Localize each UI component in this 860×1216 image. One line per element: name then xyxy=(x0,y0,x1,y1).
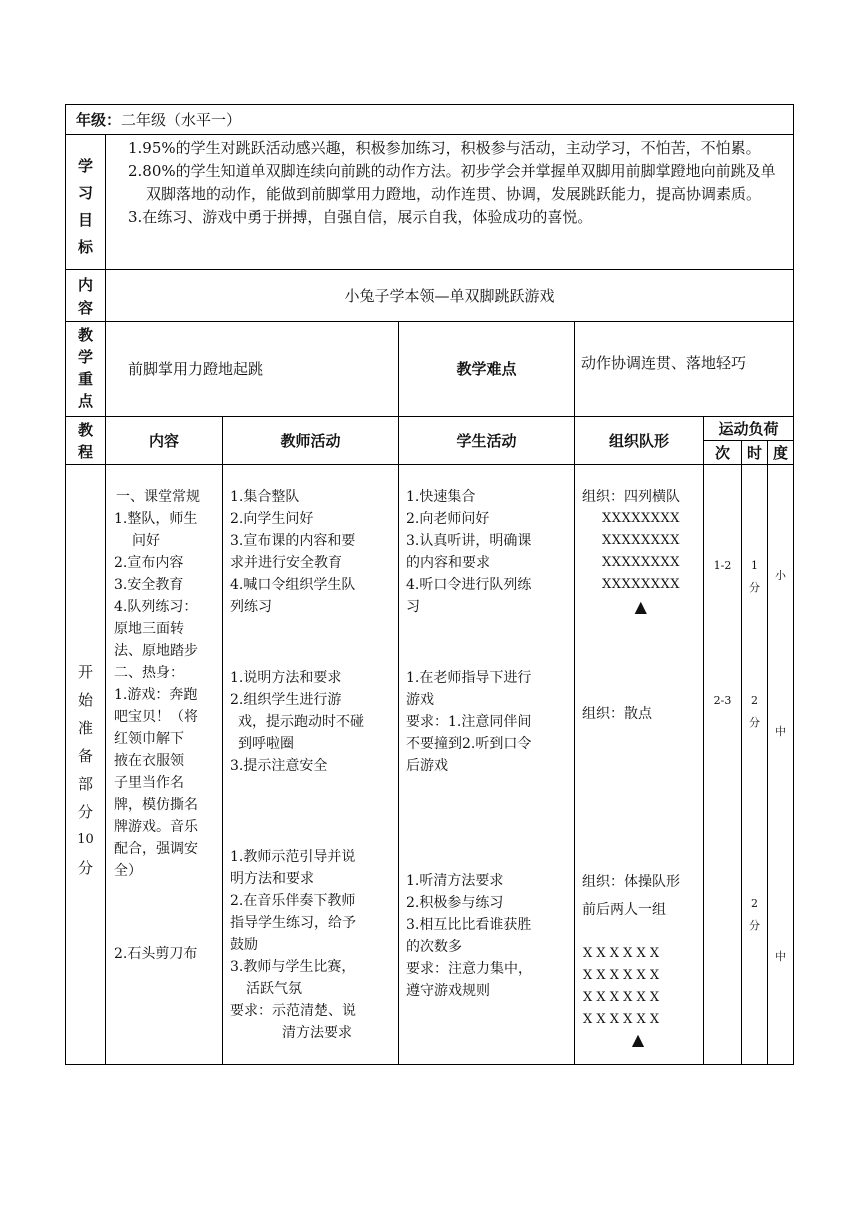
intensity-header: 度 xyxy=(768,441,794,465)
student-block: 1.听清方法要求 2.积极参与练习 3.相互比比看谁获胜 的次数多 要求：注意力集中， 遵守游戏规则 xyxy=(406,873,532,999)
objectives-list xyxy=(106,135,794,270)
student-activities xyxy=(399,465,575,1065)
student-block: 1.在老师指导下进行 游戏 要求：1.注意同伴间 不要撞到2.听到口令 后游戏 xyxy=(406,670,532,774)
organization-header: 组织队形 xyxy=(575,417,704,465)
content-header: 内容 xyxy=(106,417,223,465)
organization-formations xyxy=(575,465,704,1065)
load-intensity xyxy=(768,465,794,1065)
grade-row xyxy=(66,105,794,135)
key-points-value: 前脚掌用力蹬地起跳 xyxy=(106,322,399,417)
teacher-activities xyxy=(223,465,399,1065)
content-label: 内 容 xyxy=(66,270,106,322)
section-content: 一、课堂常规 1.整队，师生 问好 2.宣布内容 3.安全教育 4.队列练习： 原地三面转 法、原地踏步 二、热身： 1.游戏：奔跑 吧宝贝！（将 红领巾解下 掖在衣服领 子里当作名 牌，模仿撕名 牌游戏。音乐 配合，强调安 全） 2.石头剪刀布 xyxy=(106,465,223,1065)
teacher-block: 1.集合整队 2.向学生问好 3.宣布课的内容和要 求并进行安全教育 4.喊口令组织学生队 列练习 xyxy=(230,489,356,615)
times-header: 次 xyxy=(704,441,742,465)
formation-row: XXXXXXXX xyxy=(601,511,681,526)
triangle-icon: ▲ xyxy=(631,1030,645,1049)
process-header: 教 程 xyxy=(66,417,106,465)
formation-row: XXXXXXXX xyxy=(601,533,681,548)
load-intensity-value: 中 xyxy=(775,725,786,738)
formation-block: 组织：四列横队 XXXXXXXX XXXXXXXX XXXXXXXX XXXXXXXX ▲ xyxy=(582,486,700,618)
formation-row: X X X X X X xyxy=(583,1012,660,1027)
content-extra: 2.石头剪刀布 xyxy=(114,946,198,962)
grade-value: 二年级（水平一） xyxy=(121,110,242,129)
lesson-topic: 小兔子学本领—单双脚跳跃游戏 xyxy=(106,270,794,322)
lesson-plan-table xyxy=(65,104,794,1065)
objectives-label: 学 习 目 标 xyxy=(66,135,106,270)
section-label: 开 始 准 备 部 分 10 分 xyxy=(66,465,106,1065)
formation-row: XXXXXXXX xyxy=(601,577,681,592)
objective-item: 2.80%的学生知道单双脚连续向前跳的动作方法。初步学会并掌握单双脚用前脚掌蹬地向前跳及单双脚落地的动作，能做到前脚掌用力蹬地，动作连贯、协调，发展跳跃能力，提高协调素质。 xyxy=(128,162,776,203)
load-time-value: 1 分 xyxy=(749,559,760,594)
formation-block: 组织：体操队形 前后两人一组 X X X X X X X X X X X X X X X X X X X X X X X X ▲ xyxy=(582,871,700,1049)
key-points-label: 教 学 重 点 xyxy=(66,322,106,417)
triangle-icon: ▲ xyxy=(634,597,648,616)
teacher-header: 教师活动 xyxy=(223,417,399,465)
load-times-value: 1-2 xyxy=(713,559,732,572)
load-time xyxy=(742,465,768,1065)
formation-block: 组织：散点 xyxy=(582,706,652,722)
formation-row: X X X X X X xyxy=(583,968,660,983)
student-block: 1.快速集合 2.向老师问好 3.认真听讲，明确课 的内容和要求 4.听口令进行队列练 习 xyxy=(406,489,532,615)
load-intensity-value: 中 xyxy=(775,950,786,963)
time-header: 时 xyxy=(742,441,768,465)
objective-item: 3.在练习、游戏中勇于拼搏，自强自信，展示自我，体验成功的喜悦。 xyxy=(128,208,593,226)
load-time-value: 2 分 xyxy=(749,694,760,729)
load-intensity-value: 小 xyxy=(775,569,786,582)
load-times-value: 2-3 xyxy=(713,694,732,707)
load-time-value: 2 分 xyxy=(749,897,760,932)
objective-item: 1.95%的学生对跳跃活动感兴趣，积极参加练习，积极参与活动，主动学习，不怕苦，不怕累。 xyxy=(128,139,761,157)
formation-row: X X X X X X xyxy=(583,990,660,1005)
load-header: 运动负荷 xyxy=(704,417,794,441)
teacher-block: 1.教师示范引导并说 明方法和要求 2.在音乐伴奏下教师 指导学生练习，给予 鼓励 3.教师与学生比赛， 活跃气氛 要求：示范清楚、说 清方法要求 xyxy=(230,849,356,1041)
teacher-block: 1.说明方法和要求 2.组织学生进行游 戏，提示跑动时不碰 到呼啦圈 3.提示注意安全 xyxy=(230,670,364,774)
load-times xyxy=(704,465,742,1065)
formation-row: XXXXXXXX xyxy=(601,555,681,570)
grade-label: 年级： xyxy=(76,110,122,129)
difficulty-label: 教学难点 xyxy=(399,322,575,417)
difficulty-value: 动作协调连贯、落地轻巧 xyxy=(575,322,794,417)
formation-row: X X X X X X xyxy=(583,946,660,961)
student-header: 学生活动 xyxy=(399,417,575,465)
